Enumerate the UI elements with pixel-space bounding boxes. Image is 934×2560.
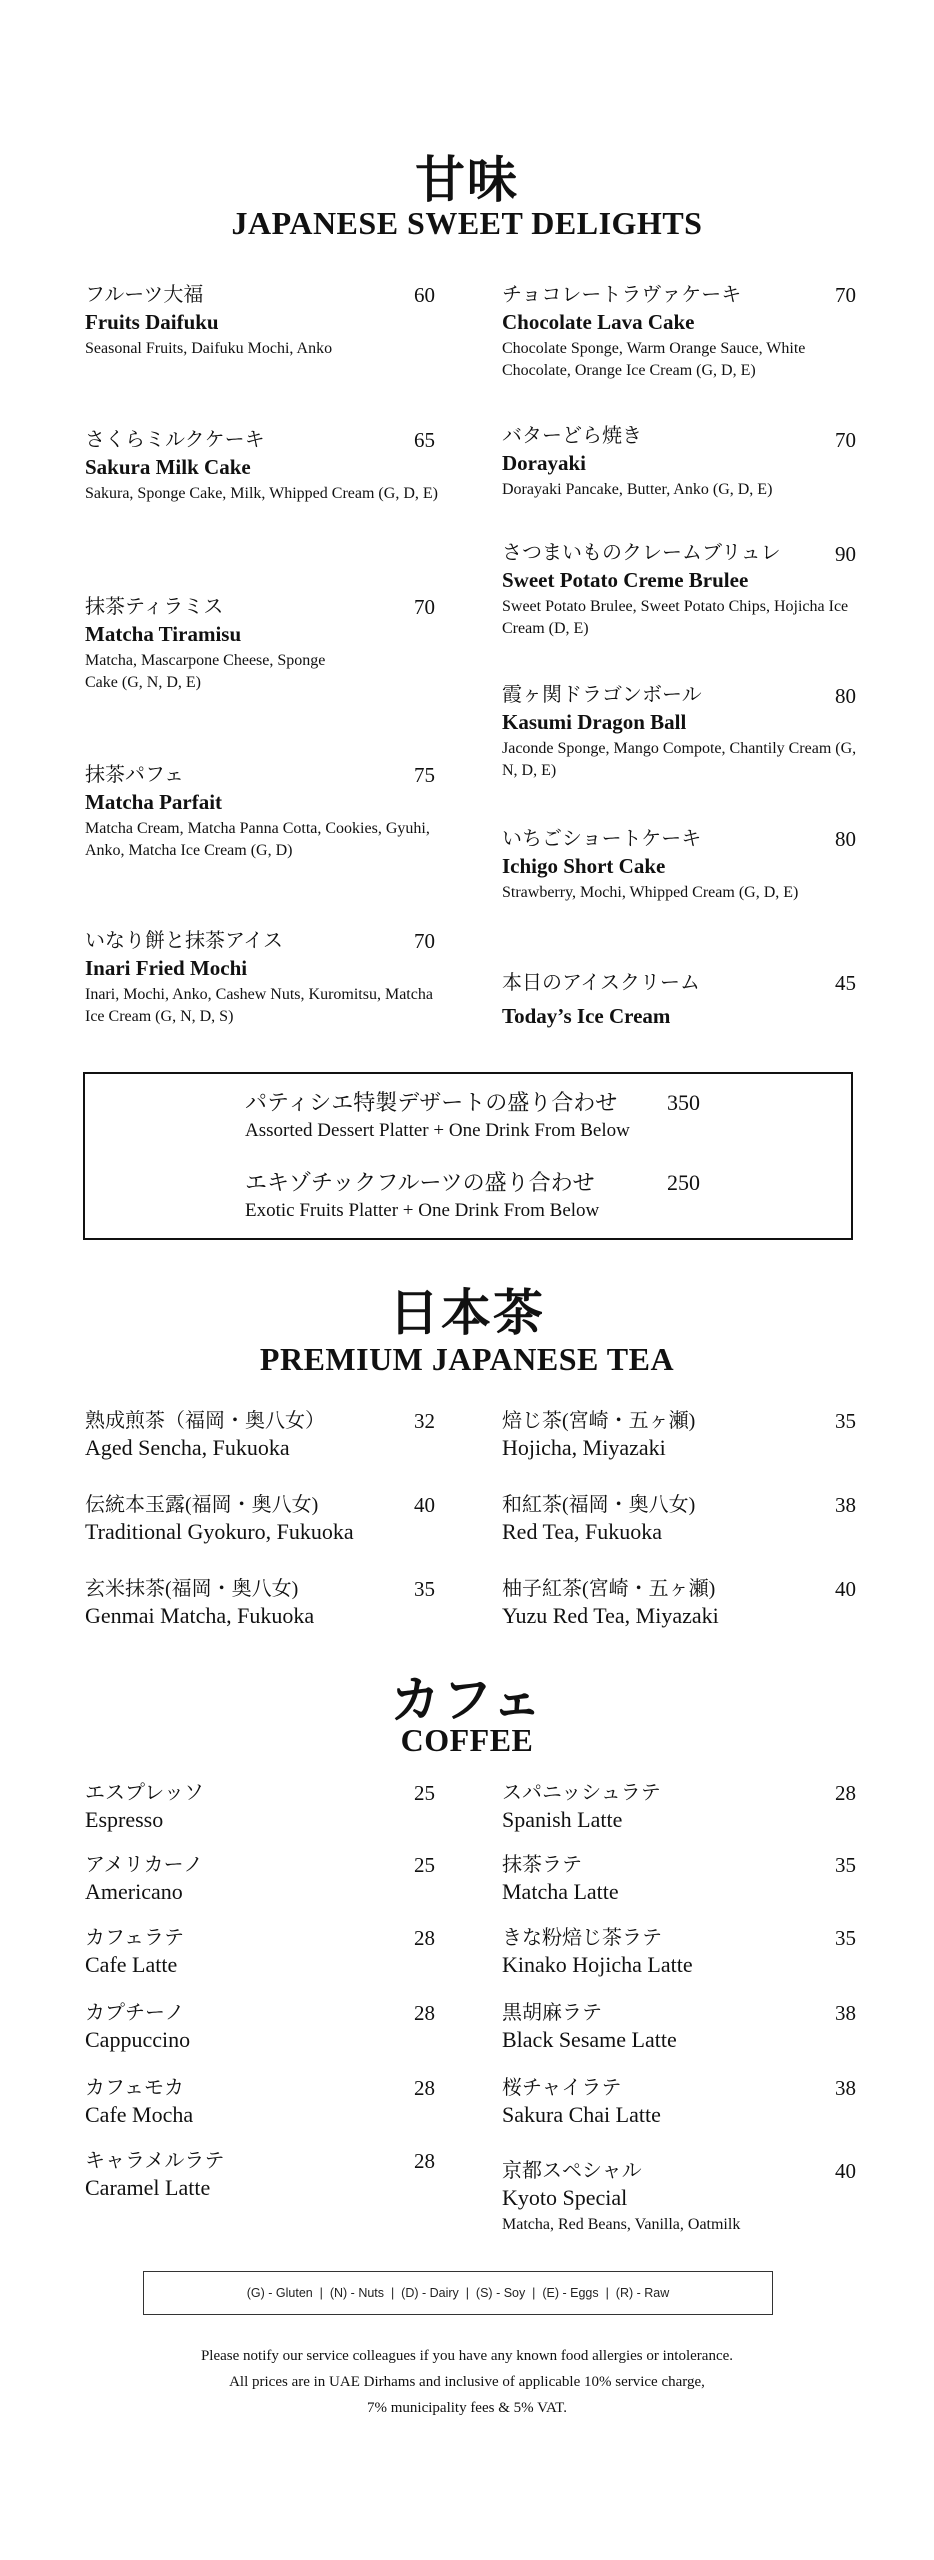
item-description: Matcha, Red Beans, Vanilla, Oatmilk <box>502 2216 741 2233</box>
item-jp-name: 京都スペシャル <box>502 2160 642 2182</box>
item-en-name: Americano <box>85 1879 183 1904</box>
item-jp-name: フルーツ大福 <box>85 284 204 306</box>
item-jp-name: 霞ヶ関ドラゴンボール <box>502 684 702 706</box>
menu-item <box>85 1780 385 1834</box>
item-en-name: Ichigo Short Cake <box>502 854 666 878</box>
item-price: 65 <box>414 428 435 452</box>
item-en-name: Sakura Milk Cake <box>85 455 251 479</box>
item-description: Dorayaki Pancake, Butter, Anko (G, D, E) <box>502 481 773 498</box>
coffee-heading-jp: カフェ <box>390 1672 544 1728</box>
item-jp-name: バターどら焼き <box>502 425 642 447</box>
item-jp-name: さくらミルクケーキ <box>85 429 265 451</box>
item-price: 60 <box>414 283 435 307</box>
item-price: 45 <box>835 971 856 995</box>
platter-price: 250 <box>667 1170 700 1195</box>
item-price: 28 <box>835 1781 856 1805</box>
item-price: 40 <box>835 2159 856 2183</box>
item-price: 28 <box>414 2149 435 2173</box>
item-jp-name: カフェラテ <box>85 1927 184 1949</box>
menu-item <box>85 1408 415 1462</box>
item-en-name: Matcha Parfait <box>85 790 223 814</box>
item-en-name: Matcha Latte <box>502 1879 619 1904</box>
platter-jp-name: エキゾチックフルーツの盛り合わせ <box>245 1170 595 1195</box>
item-en-name: Kinako Hojicha Latte <box>502 1952 693 1977</box>
item-en-name: Genmai Matcha, Fukuoka <box>85 1603 315 1628</box>
item-price: 70 <box>414 929 435 953</box>
item-en-name: Caramel Latte <box>85 2175 211 2200</box>
tea-heading-en: PREMIUM JAPANESE TEA <box>259 1341 675 1377</box>
item-en-name: Spanish Latte <box>502 1807 623 1832</box>
item-jp-name: スパニッシュラテ <box>502 1782 661 1804</box>
item-description: Matcha, Mascarpone Cheese, Sponge Cake (G, N, D, E) <box>85 652 326 691</box>
item-jp-name: 抹茶パフェ <box>85 764 184 786</box>
item-jp-name: 黒胡麻ラテ <box>502 2002 602 2024</box>
item-price: 90 <box>835 542 856 566</box>
item-price: 40 <box>414 1493 435 1517</box>
item-price: 25 <box>414 1853 435 1877</box>
item-en-name: Black Sesame Latte <box>502 2027 677 2052</box>
item-jp-name: カプチーノ <box>85 2002 185 2024</box>
menu-item <box>85 1576 415 1630</box>
item-price: 75 <box>414 763 435 787</box>
item-price: 28 <box>414 2076 435 2100</box>
item-jp-name: エスプレッソ <box>85 1782 204 1804</box>
menu-item <box>85 282 415 360</box>
item-jp-name: 柚子紅茶(宮崎・五ヶ瀬) <box>502 1578 716 1600</box>
sweets-heading-en: JAPANESE SWEET DELIGHTS <box>231 205 703 241</box>
item-jp-name: 玄米抹茶(福岡・奥八女) <box>85 1578 299 1600</box>
item-jp-name: 伝統本玉露(福岡・奥八女) <box>85 1494 319 1516</box>
item-en-name: Aged Sencha, Fukuoka <box>85 1435 290 1460</box>
item-en-name: Cafe Latte <box>85 1952 178 1977</box>
menu-item <box>502 1852 802 1906</box>
item-jp-name: キャラメルラテ <box>85 2150 225 2172</box>
item-en-name: Inari Fried Mochi <box>85 956 248 980</box>
item-en-name: Kasumi Dragon Ball <box>502 710 687 734</box>
item-price: 80 <box>835 827 856 851</box>
item-jp-name: 桜チャイラテ <box>502 2077 622 2099</box>
item-price: 70 <box>414 595 435 619</box>
item-en-name: Kyoto Special <box>502 2185 628 2210</box>
item-price: 35 <box>414 1577 435 1601</box>
item-en-name: Red Tea, Fukuoka <box>502 1519 662 1544</box>
item-jp-name: いちごショートケーキ <box>502 828 702 850</box>
item-description: Sweet Potato Brulee, Sweet Potato Chips, Hojicha Ice Cream (D, E) <box>502 598 849 637</box>
sweets-heading-jp: 甘味 <box>415 152 519 208</box>
item-jp-name: 本日のアイスクリーム <box>502 972 700 994</box>
item-jp-name: 抹茶ティラミス <box>85 596 224 618</box>
item-en-name: Dorayaki <box>502 451 586 475</box>
item-description: Strawberry, Mochi, Whipped Cream (G, D, E) <box>502 884 799 901</box>
menu-item <box>85 2148 385 2202</box>
item-price: 32 <box>414 1409 435 1433</box>
item-en-name: Sweet Potato Creme Brulee <box>502 568 749 592</box>
menu-item <box>502 1408 832 1462</box>
item-price: 80 <box>835 684 856 708</box>
item-en-name: Traditional Gyokuro, Fukuoka <box>85 1519 354 1544</box>
item-description: Matcha Cream, Matcha Panna Cotta, Cookies, Gyuhi, Anko, Matcha Ice Cream (G, D) <box>85 820 430 859</box>
tea-heading-jp: 日本茶 <box>389 1285 545 1341</box>
item-price: 25 <box>414 1781 435 1805</box>
item-jp-name: きな粉焙じ茶ラテ <box>502 1927 662 1949</box>
item-price: 38 <box>835 1493 856 1517</box>
item-price: 70 <box>835 283 856 307</box>
item-en-name: Matcha Tiramisu <box>85 622 242 646</box>
item-description: Seasonal Fruits, Daifuku Mochi, Anko <box>85 340 333 357</box>
item-price: 38 <box>835 2001 856 2025</box>
item-en-name: Sakura Chai Latte <box>502 2102 661 2127</box>
footer-line: Please notify our service colleagues if you have any known food allergies or intolerance. <box>200 2348 734 2364</box>
item-price: 38 <box>835 2076 856 2100</box>
item-price: 40 <box>835 1577 856 1601</box>
item-en-name: Today’s Ice Cream <box>502 1004 671 1028</box>
menu-item <box>85 1925 385 1979</box>
menu-item <box>502 2075 802 2129</box>
item-jp-name: 焙じ茶(宮崎・五ヶ瀬) <box>502 1410 696 1432</box>
platter-price: 350 <box>667 1090 700 1115</box>
coffee-heading-en: COFFEE <box>400 1722 534 1758</box>
item-description: Inari, Mochi, Anko, Cashew Nuts, Kuromitsu, Matcha Ice Cream (G, N, D, S) <box>85 986 433 1025</box>
item-en-name: Chocolate Lava Cake <box>502 310 695 334</box>
menu-item <box>502 1780 802 1834</box>
menu-item <box>502 1925 802 1979</box>
item-jp-name: 和紅茶(福岡・奥八女) <box>502 1494 696 1516</box>
item-en-name: Cappuccino <box>85 2027 191 2052</box>
item-description: Chocolate Sponge, Warm Orange Sauce, White Chocolate, Orange Ice Cream (G, D, E) <box>502 340 806 379</box>
item-jp-name: 熟成煎茶（福岡・奥八女） <box>85 1410 325 1432</box>
item-price: 70 <box>835 428 856 452</box>
item-price: 35 <box>835 1853 856 1877</box>
item-price: 28 <box>414 1926 435 1950</box>
item-en-name: Fruits Daifuku <box>85 310 219 334</box>
item-description: Sakura, Sponge Cake, Milk, Whipped Cream (G, D, E) <box>85 485 438 502</box>
item-jp-name: さつまいものクレームブリュレ <box>502 542 781 564</box>
menu-item <box>502 1492 832 1546</box>
menu-item <box>85 594 335 694</box>
item-description: Jaconde Sponge, Mango Compote, Chantily Cream (G, N, D, E) <box>502 740 857 779</box>
allergen-legend <box>143 2271 773 2315</box>
item-en-name: Cafe Mocha <box>85 2102 194 2127</box>
menu-item <box>502 1576 832 1630</box>
item-jp-name: アメリカーノ <box>85 1854 204 1876</box>
footer-line: 7% municipality fees & 5% VAT. <box>367 2400 567 2416</box>
platter-jp-name: パティシエ特製デザートの盛り合わせ <box>245 1090 618 1115</box>
item-price: 28 <box>414 2001 435 2025</box>
footer-line: All prices are in UAE Dirhams and inclusive of applicable 10% service charge, <box>229 2374 705 2390</box>
item-en-name: Espresso <box>85 1807 164 1832</box>
item-en-name: Yuzu Red Tea, Miyazaki <box>502 1603 719 1628</box>
menu-item <box>85 1852 385 1906</box>
item-price: 35 <box>835 1409 856 1433</box>
item-en-name: Hojicha, Miyazaki <box>502 1435 666 1460</box>
allergen-legend-text: (G) - Gluten | (N) - Nuts | (D) - Dairy | (S) - Soy | (E) - Eggs | (R) - Raw <box>246 2286 670 2300</box>
item-jp-name: カフェモカ <box>85 2077 184 2099</box>
item-jp-name: いなり餅と抹茶アイス <box>85 930 283 952</box>
platter-en-name: Assorted Dessert Platter + One Drink From Below <box>245 1120 630 1141</box>
item-jp-name: 抹茶ラテ <box>502 1854 582 1876</box>
platter-en-name: Exotic Fruits Platter + One Drink From Below <box>245 1200 600 1221</box>
menu-item <box>85 2075 385 2129</box>
menu-item <box>85 2000 385 2054</box>
item-price: 35 <box>835 1926 856 1950</box>
menu-item <box>502 2000 802 2054</box>
item-jp-name: チョコレートラヴァケーキ <box>502 284 742 306</box>
footer-notice <box>0 2343 934 2421</box>
